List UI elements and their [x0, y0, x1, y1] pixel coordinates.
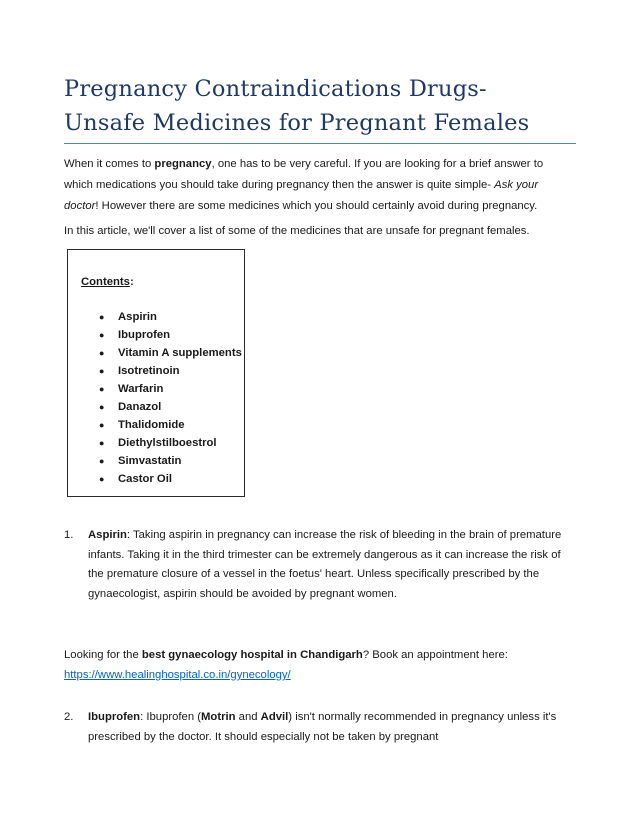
bullet-icon: ●: [99, 474, 105, 484]
item-bold-advil: Advil: [260, 711, 289, 723]
list-item-aspirin: [64, 526, 578, 604]
contents-item-label: Thalidomide: [118, 419, 185, 431]
contents-item-label: Aspirin: [118, 311, 157, 323]
contents-item[interactable]: [68, 308, 242, 326]
promo-paragraph: [64, 645, 574, 685]
contents-item[interactable]: [68, 452, 242, 470]
bullet-icon: ●: [99, 330, 105, 340]
item-text-1: : Ibuprofen (: [140, 711, 202, 723]
contents-item-label: Ibuprofen: [118, 329, 171, 341]
title-line-2: Unsafe Medicines for Pregnant Females: [64, 110, 530, 136]
intro-text-1: When it comes to: [64, 158, 155, 170]
contents-heading-text: Contents: [81, 276, 130, 288]
title-line-1: Pregnancy Contraindications Drugs-: [64, 76, 487, 102]
promo-text-1: Looking for the: [64, 649, 142, 661]
promo-text-2: ? Book an appointment here:: [362, 649, 508, 661]
contents-item[interactable]: [68, 434, 242, 452]
contents-item-label: Castor Oil: [118, 473, 172, 485]
bullet-icon: ●: [99, 402, 105, 412]
item-text-2: and: [235, 711, 261, 723]
contents-item-label: Danazol: [118, 401, 162, 413]
intro-paragraph: [64, 154, 574, 217]
contents-heading: [81, 276, 134, 288]
bullet-icon: ●: [99, 384, 105, 394]
contents-item-label: Simvastatin: [118, 455, 182, 467]
bullet-icon: ●: [99, 456, 105, 466]
item-number: 1.: [64, 529, 74, 541]
list-item-ibuprofen: [64, 708, 578, 747]
promo-bold: best gynaecology hospital in Chandigarh: [141, 649, 363, 661]
contents-item[interactable]: [68, 380, 242, 398]
contents-item[interactable]: [68, 344, 242, 362]
gynecology-link[interactable]: https://www.healinghospital.co.in/gynecology/: [64, 669, 291, 681]
intro-paragraph-2: In this article, we'll cover a list of some of the medicines that are unsafe for pregnant females.: [64, 225, 530, 237]
bullet-icon: ●: [99, 420, 105, 430]
contents-box: [67, 249, 245, 497]
item-bold-motrin: Motrin: [201, 711, 236, 723]
contents-item[interactable]: [68, 326, 242, 344]
contents-item[interactable]: [68, 416, 242, 434]
title-divider: [64, 143, 576, 144]
bullet-icon: ●: [99, 438, 105, 448]
intro-text-2: , one has to be very careful. If you are looking for a brief answer to which medications you should take during pregnancy then the answer is quite simple-: [64, 158, 544, 191]
contents-item[interactable]: [68, 470, 242, 488]
intro-text-3: ! However there are some medicines which you should certainly avoid during pregnancy.: [95, 200, 538, 212]
contents-item[interactable]: [68, 362, 242, 380]
item-number: 2.: [64, 711, 74, 723]
intro-italic-ask-doctor: Ask your doctor: [64, 179, 539, 212]
bullet-icon: ●: [99, 312, 105, 322]
contents-item[interactable]: [68, 398, 242, 416]
contents-list: [68, 308, 242, 488]
intro-bold-pregnancy: pregnancy: [154, 158, 212, 170]
contents-heading-colon: :: [129, 276, 134, 288]
page-title: [64, 72, 584, 140]
contents-item-label: Vitamin A supplements: [118, 347, 242, 359]
contents-item-label: Isotretinoin: [118, 365, 180, 377]
contents-item-label: Warfarin: [118, 383, 164, 395]
item-name: Ibuprofen: [88, 711, 141, 723]
item-name: Aspirin: [88, 529, 127, 541]
contents-item-label: Diethylstilboestrol: [118, 437, 217, 449]
bullet-icon: ●: [99, 348, 105, 358]
item-text-3: ) isn't normally recommended in pregnancy unless it's prescribed by the doctor. It should especially not be taken by pregnant: [88, 711, 557, 743]
bullet-icon: ●: [99, 366, 105, 376]
item-text: : Taking aspirin in pregnancy can increase the risk of bleeding in the brain of premature infants. Taking it in the third trimester can be extremely dangerous as it can increase the risk of the premature closure of a vessel in the foetus' heart. Unless specifically prescribed by the gynaecologist, aspirin should be avoided by pregnant women.: [88, 529, 562, 600]
